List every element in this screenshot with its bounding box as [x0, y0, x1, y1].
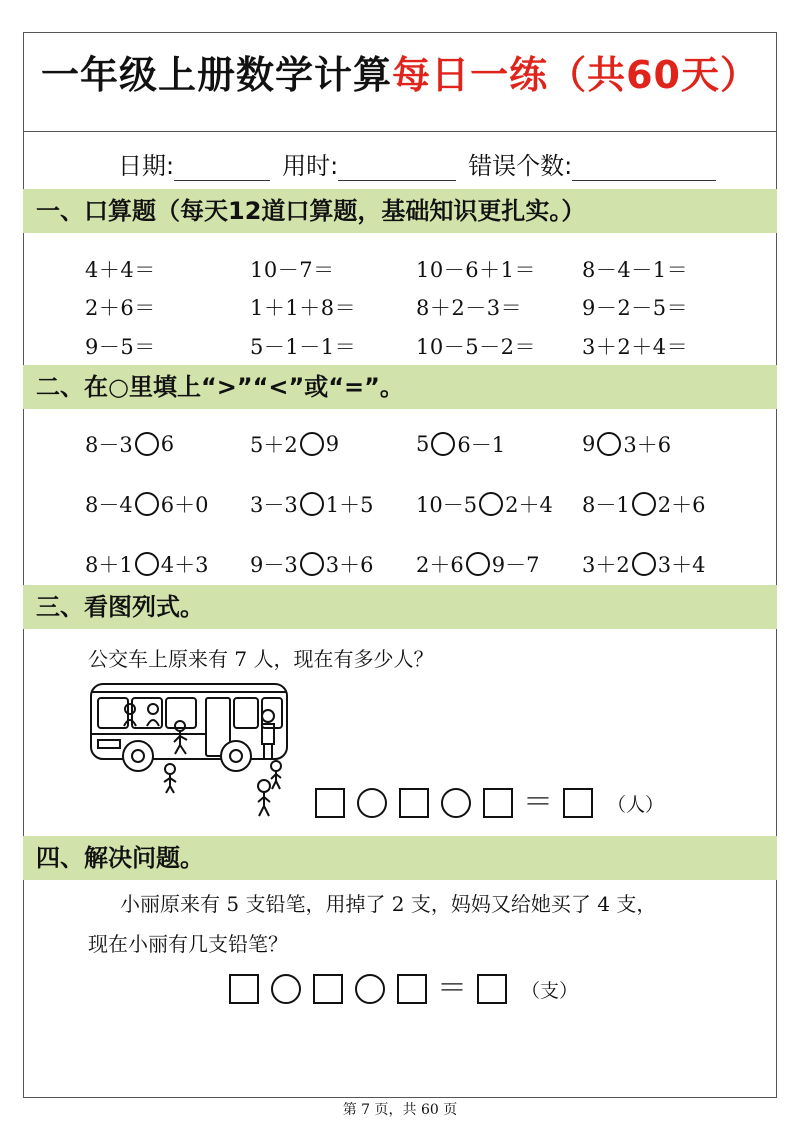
compare-right: 3＋6 — [623, 433, 672, 457]
compare-problem — [250, 549, 373, 579]
unit-label: （人） — [607, 793, 665, 816]
info-row — [118, 146, 728, 181]
compare-left: 3－3 — [250, 493, 298, 517]
oral-problem: 8＋2－3＝ — [416, 296, 523, 320]
errors-label: 错误个数: — [468, 152, 573, 180]
answer-circle[interactable] — [441, 788, 471, 818]
section3-equation — [309, 785, 665, 820]
section4-question-line2: 现在小丽有几支铅笔？ — [88, 932, 288, 956]
answer-circle[interactable] — [632, 492, 656, 516]
time-blank[interactable] — [338, 158, 456, 181]
compare-left: 5 — [416, 432, 430, 456]
compare-right: 4＋3 — [160, 553, 209, 577]
page-footer: 第 7 页，共 60 页 — [342, 1102, 458, 1118]
compare-right: 6 — [160, 432, 175, 456]
answer-circle[interactable] — [431, 432, 455, 456]
compare-problem — [85, 489, 208, 519]
date-blank[interactable] — [174, 158, 270, 181]
oral-problem: 3＋2＋4＝ — [582, 335, 689, 359]
answer-circle[interactable] — [300, 552, 324, 576]
title-main: 一年级上册数学计算 — [41, 53, 393, 97]
compare-left: 8－1 — [582, 493, 630, 517]
answer-box[interactable] — [397, 974, 427, 1004]
compare-right: 2＋6 — [657, 493, 706, 517]
time-label: 用时: — [282, 152, 339, 180]
compare-right: 3＋6 — [325, 553, 374, 577]
oral-problem: 8－4－1＝ — [582, 258, 689, 282]
errors-blank[interactable] — [572, 158, 716, 181]
answer-box[interactable] — [477, 974, 507, 1004]
compare-left: 3＋2 — [582, 553, 630, 577]
oral-problem: 9－2－5＝ — [582, 296, 689, 320]
compare-right: 9 — [325, 432, 340, 456]
compare-left: 8－4 — [85, 493, 133, 517]
oral-problem: 5－1－1＝ — [250, 335, 357, 359]
compare-problem — [582, 489, 705, 519]
section2-heading: 二、在○里填上“>”“<”或“=”。 — [23, 365, 777, 409]
answer-box[interactable] — [229, 974, 259, 1004]
answer-box[interactable] — [399, 788, 429, 818]
compare-problem — [85, 549, 208, 579]
compare-problem — [416, 489, 553, 519]
oral-problem: 10－5－2＝ — [416, 335, 536, 359]
compare-problem — [85, 429, 174, 459]
oral-problem: 10－7＝ — [250, 258, 335, 282]
compare-problem — [582, 549, 705, 579]
oral-problem: 9－5＝ — [85, 335, 156, 359]
title-highlight: 每日一练（共60天） — [392, 53, 759, 97]
section4-heading: 四、解决问题。 — [23, 836, 777, 880]
section3-question: 公交车上原来有 7 人，现在有多少人？ — [88, 647, 434, 671]
title-divider — [23, 131, 777, 132]
equals-sign: ＝ — [523, 785, 553, 820]
oral-problem: 2＋6＝ — [85, 296, 156, 320]
date-label: 日期: — [118, 152, 175, 180]
answer-circle[interactable] — [597, 432, 621, 456]
compare-right: 6－1 — [457, 433, 506, 457]
answer-circle[interactable] — [300, 432, 324, 456]
answer-circle[interactable] — [135, 552, 159, 576]
compare-left: 8－3 — [85, 433, 133, 457]
compare-problem — [582, 429, 671, 459]
answer-box[interactable] — [313, 974, 343, 1004]
compare-problem — [416, 549, 539, 579]
oral-problem: 4＋4＝ — [85, 258, 156, 282]
answer-circle[interactable] — [632, 552, 656, 576]
section4-equation — [223, 971, 579, 1006]
compare-right: 9－7 — [491, 553, 540, 577]
bus-illustration — [88, 676, 298, 821]
answer-circle[interactable] — [135, 432, 159, 456]
answer-circle[interactable] — [271, 974, 301, 1004]
compare-left: 8＋1 — [85, 553, 133, 577]
compare-right: 6＋0 — [160, 493, 209, 517]
compare-left: 10－5 — [416, 493, 478, 517]
answer-box[interactable] — [563, 788, 593, 818]
compare-left: 9－3 — [250, 553, 298, 577]
section3-heading: 三、看图列式。 — [23, 585, 777, 629]
compare-right: 3＋4 — [657, 553, 706, 577]
answer-box[interactable] — [315, 788, 345, 818]
oral-problem: 1＋1＋8＝ — [250, 296, 357, 320]
answer-box[interactable] — [483, 788, 513, 818]
compare-problem — [250, 429, 339, 459]
answer-circle[interactable] — [135, 492, 159, 516]
page-title — [0, 44, 800, 99]
answer-circle[interactable] — [357, 788, 387, 818]
compare-right: 1＋5 — [325, 493, 374, 517]
compare-left: 9 — [582, 432, 596, 456]
oral-problem: 10－6＋1＝ — [416, 258, 536, 282]
answer-circle[interactable] — [355, 974, 385, 1004]
compare-left: 5＋2 — [250, 433, 298, 457]
compare-right: 2＋4 — [505, 493, 553, 517]
compare-problem — [416, 429, 505, 459]
compare-problem — [250, 489, 373, 519]
section1-heading: 一、口算题（每天12道口算题，基础知识更扎实。） — [23, 189, 777, 233]
answer-circle[interactable] — [479, 492, 503, 516]
answer-circle[interactable] — [466, 552, 490, 576]
equals-sign: ＝ — [437, 971, 467, 1006]
section4-question-line1: 小丽原来有 5 支铅笔，用掉了 2 支，妈妈又给她买了 4 支， — [120, 892, 657, 916]
compare-left: 2＋6 — [416, 553, 464, 577]
answer-circle[interactable] — [300, 492, 324, 516]
unit-label: （支） — [521, 979, 579, 1002]
